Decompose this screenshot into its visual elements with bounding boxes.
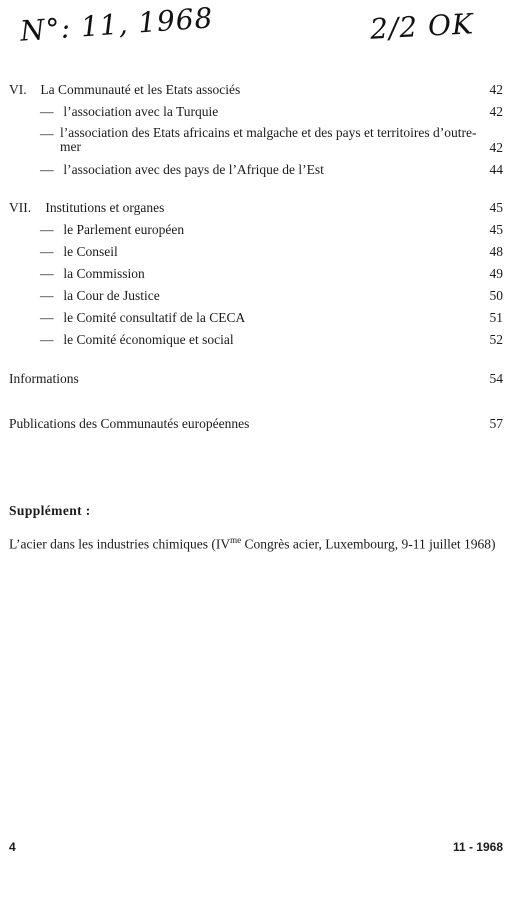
toc-page-number: 57	[489, 416, 503, 431]
supplement-superscript: me	[230, 535, 242, 545]
entry-dash: —	[40, 126, 54, 141]
entry-text: le Conseil	[63, 244, 118, 259]
entry-text: la Commission	[63, 266, 145, 281]
toc-entry	[40, 266, 145, 282]
toc-page-number: 51	[489, 310, 503, 325]
toc-section-6	[9, 82, 240, 98]
entry-text: le Parlement européen	[63, 222, 185, 237]
entry-text: l’association avec des pays de l’Afrique de l’Est	[63, 162, 324, 177]
toc-page-number: 50	[489, 288, 503, 303]
handwritten-annotation-right: 2/2 OK	[369, 7, 475, 46]
handwritten-annotation-left: N°: 11, 1968	[19, 1, 215, 48]
toc-page-number: 52	[489, 332, 503, 347]
toc-page-number: 54	[489, 371, 503, 386]
footer-issue: 11 - 1968	[452, 840, 503, 854]
toc-page-number: 48	[489, 244, 503, 259]
entry-dash: —	[40, 332, 54, 347]
supplement-text-after: Congrès acier, Luxembourg, 9-11 juillet 1968)	[241, 536, 496, 552]
entry-text: le Comité économique et social	[63, 332, 234, 347]
toc-entry	[40, 288, 160, 304]
footer-page-number: 4	[9, 840, 16, 854]
toc-page-number: 44	[489, 162, 503, 177]
toc-entry	[40, 104, 218, 120]
toc-informations: Informations	[9, 371, 79, 386]
entry-text: l’association des Etats africains et malgache et des pays et territoires d’outre-mer	[60, 125, 477, 154]
toc-entry	[40, 162, 324, 178]
entry-dash: —	[40, 222, 54, 237]
toc-entry	[40, 126, 490, 155]
toc-page-number: 42	[489, 140, 503, 155]
toc-entry	[40, 310, 245, 326]
entry-text: l’association avec la Turquie	[63, 104, 219, 119]
entry-dash: —	[40, 266, 54, 281]
toc-page-number: 42	[489, 82, 503, 97]
entry-dash: —	[40, 162, 54, 177]
section-title: Institutions et organes	[45, 200, 165, 215]
entry-dash: —	[40, 104, 54, 119]
toc-entry	[40, 222, 184, 238]
entry-text: la Cour de Justice	[63, 288, 160, 303]
supplement-text	[9, 535, 495, 553]
entry-dash: —	[40, 288, 54, 303]
supplement-title: Supplément :	[9, 503, 91, 518]
toc-publications: Publications des Communautés européennes	[9, 416, 250, 431]
entry-dash: —	[40, 244, 54, 259]
toc-entry	[40, 332, 234, 348]
section-title: La Communauté et les Etats associés	[40, 82, 241, 97]
toc-page-number: 49	[489, 266, 503, 281]
toc-page-number: 45	[489, 222, 503, 237]
entry-text: le Comité consultatif de la CECA	[63, 310, 246, 325]
entry-dash: —	[40, 310, 54, 325]
section-numeral: VII.	[9, 200, 32, 215]
toc-section-7	[9, 200, 164, 216]
section-numeral: VI.	[9, 82, 27, 97]
toc-entry	[40, 244, 118, 260]
toc-page-number: 45	[489, 200, 503, 215]
toc-page-number: 42	[489, 104, 503, 119]
supplement-text-before: L’acier dans les industries chimiques (IV	[9, 536, 231, 552]
